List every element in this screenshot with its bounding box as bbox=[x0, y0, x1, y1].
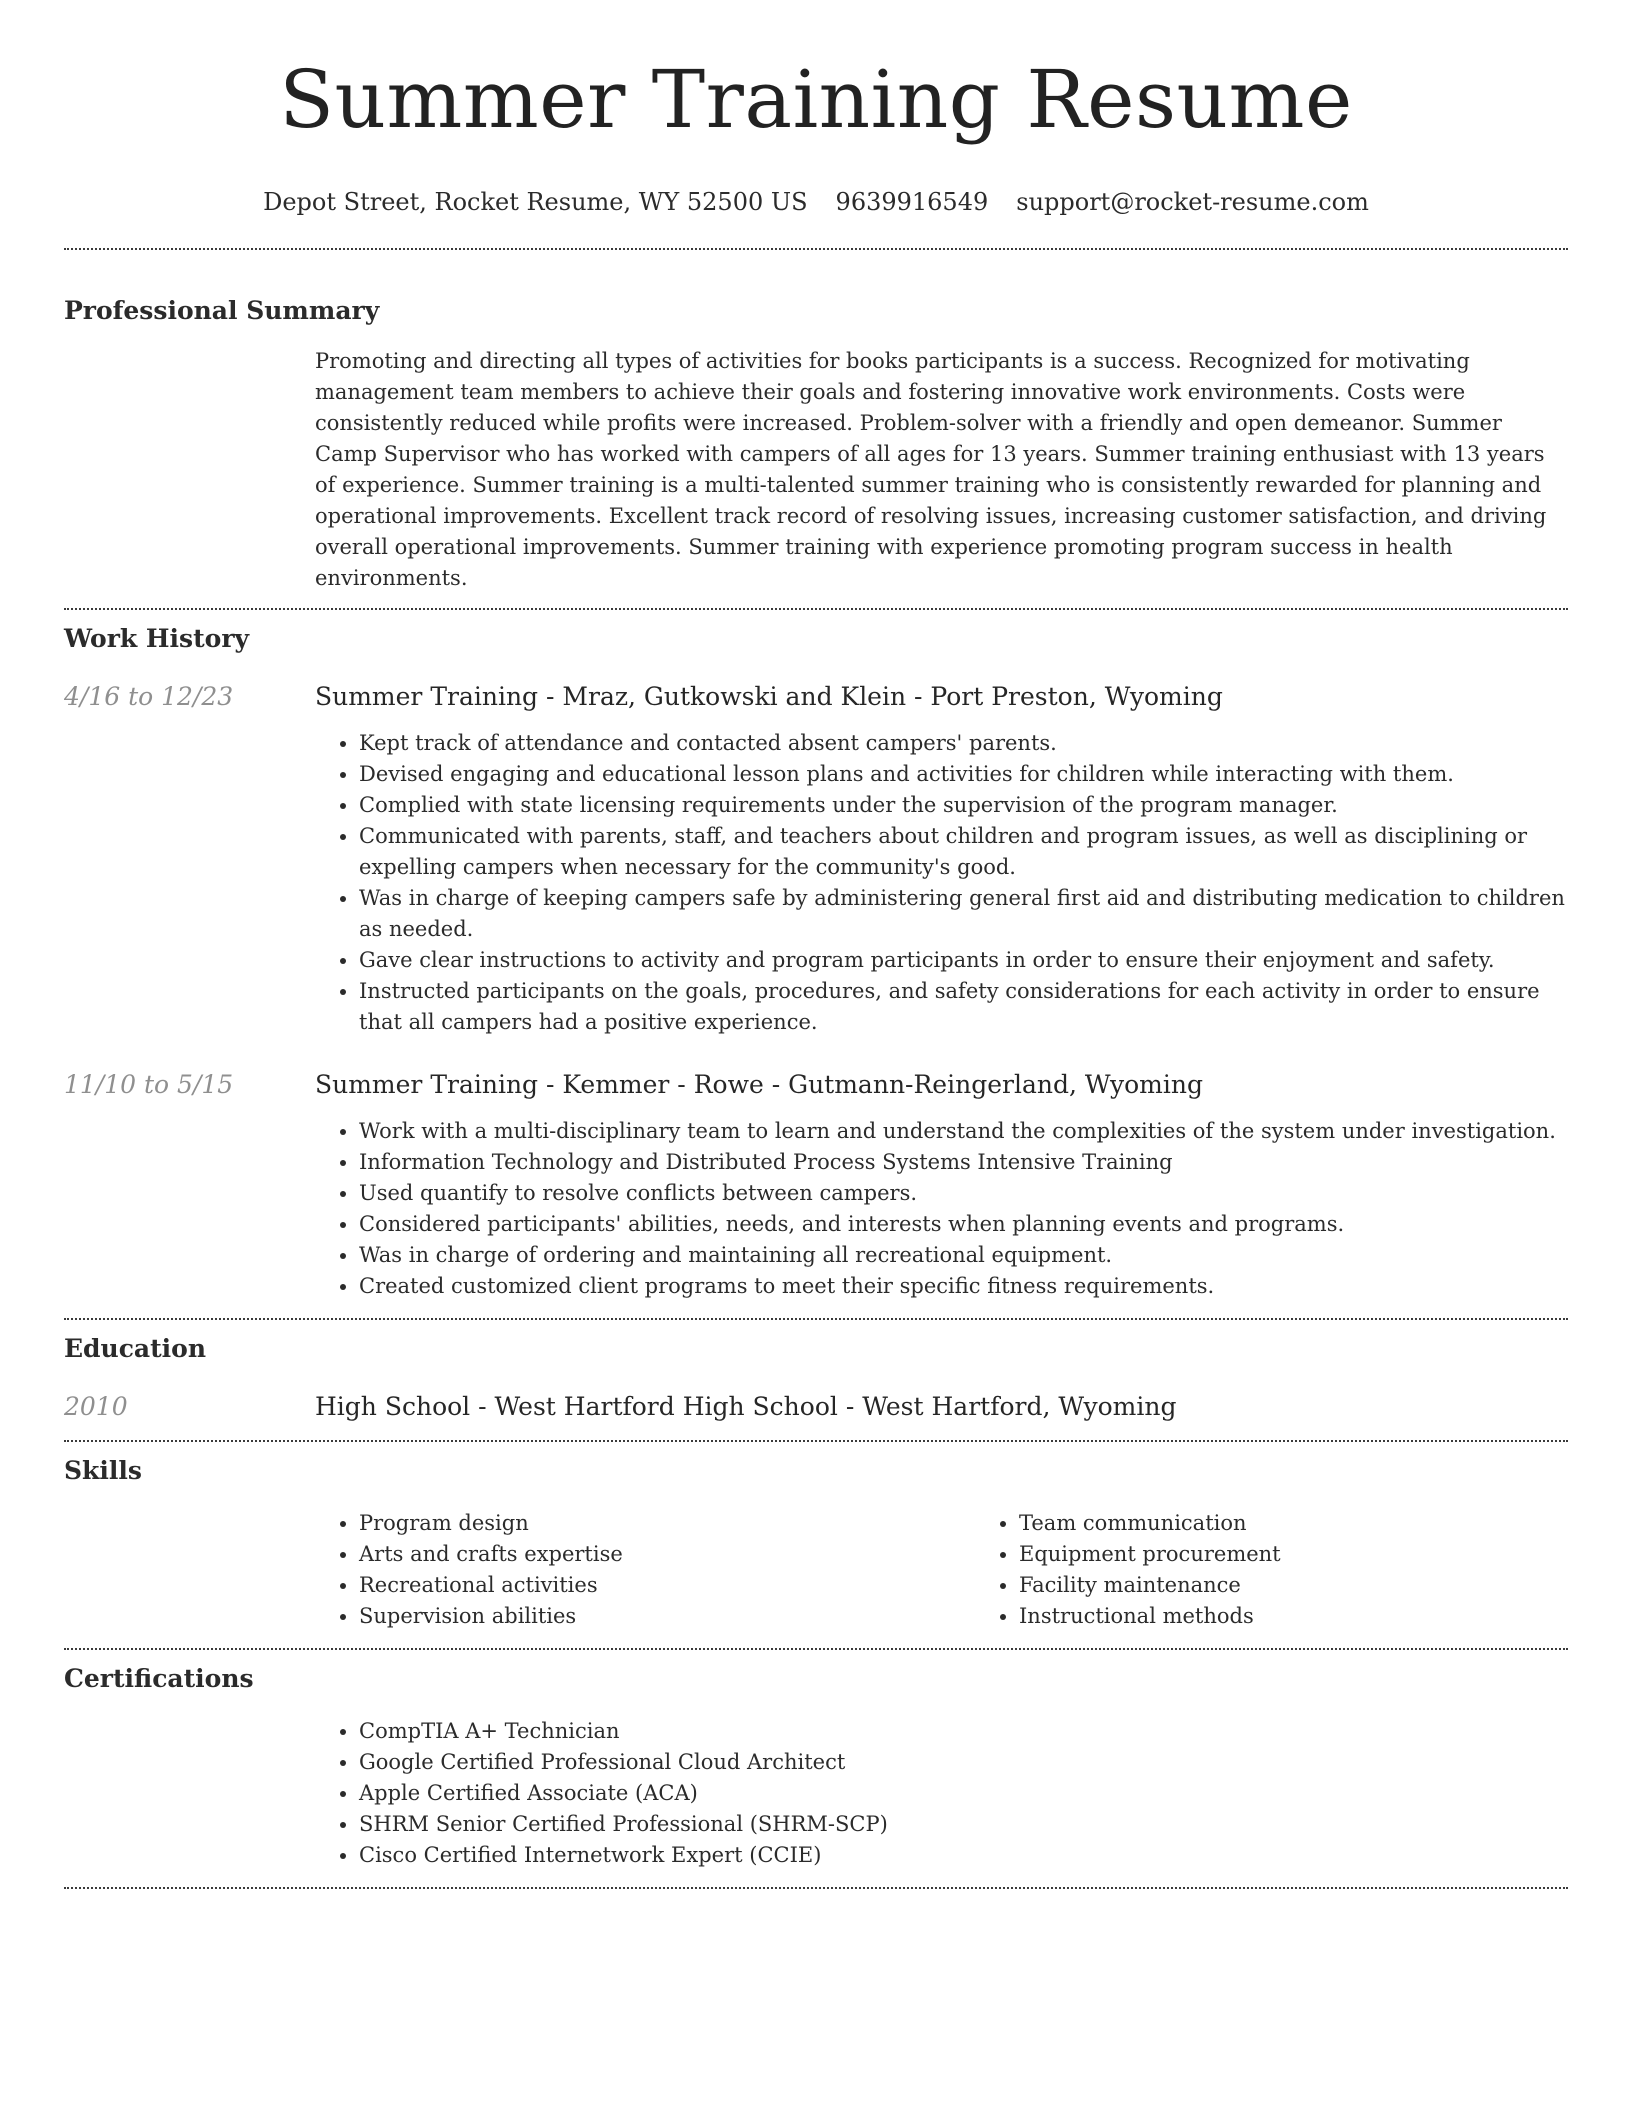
section-title-skills: Skills bbox=[64, 1456, 142, 1485]
section-title-education: Education bbox=[64, 1334, 207, 1363]
skill-item: • Team communication bbox=[1019, 1508, 1632, 1539]
skills-list-right bbox=[975, 1508, 1632, 1632]
list-item: • Was in charge of ordering and maintaining all recreational equipment. bbox=[359, 1240, 1568, 1271]
list-item: • Kept track of attendance and contacted absent campers' parents. bbox=[359, 728, 1568, 759]
certification-item: • Google Certified Professional Cloud Architect bbox=[359, 1747, 1568, 1778]
contact-line bbox=[64, 186, 1568, 218]
skill-item: • Equipment procurement bbox=[1019, 1539, 1632, 1570]
skill-item: • Supervision abilities bbox=[359, 1601, 975, 1632]
list-item: • Work with a multi-disciplinary team to learn and understand the complexities of the system under investigation. bbox=[359, 1116, 1568, 1147]
certifications-section bbox=[64, 1650, 1568, 1887]
divider bbox=[64, 1887, 1568, 1889]
job-heading: Summer Training - Mraz, Gutkowski and Klein - Port Preston, Wyoming bbox=[315, 682, 1223, 711]
resume-title: Summer Training Resume bbox=[279, 53, 1353, 146]
job-entry bbox=[64, 680, 1568, 1038]
job-entry bbox=[64, 1068, 1568, 1302]
education-year: 2010 bbox=[64, 1392, 128, 1421]
contact-email: support@rocket-resume.com bbox=[1016, 188, 1369, 216]
list-item: • Devised engaging and educational lesson plans and activities for children while interacting with them. bbox=[359, 759, 1568, 790]
list-item: • Used quantify to resolve conflicts between campers. bbox=[359, 1178, 1568, 1209]
certification-item: • Apple Certified Associate (ACA) bbox=[359, 1778, 1568, 1809]
list-item: • Was in charge of keeping campers safe by administering general first aid and distributing medication to children as needed. bbox=[359, 883, 1568, 945]
skill-item: • Recreational activities bbox=[359, 1570, 975, 1601]
skill-item: • Facility maintenance bbox=[1019, 1570, 1632, 1601]
summary-text: Promoting and directing all types of activities for books participants is a success. Recognized for motivating management team members to achieve their goals and fostering innovative work environments. Costs were consistently reduced while profits were increased. Problem-solver with a friendly and open demeanor. Summer Camp Supervisor who has worked with campers of all ages for 13 years. Summer training enthusiast with 13 years of experience. Summer training is a multi-talented summer training who is consistently rewarded for planning and operational improvements. Excellent track record of resolving issues, increasing customer satisfaction, and driving overall operational improvements. Summer training with experience promoting program success in health environments. bbox=[315, 349, 1547, 590]
list-item: • Communicated with parents, staff, and teachers about children and program issues, as well as disciplining or expelling campers when necessary for the community's good. bbox=[359, 821, 1568, 883]
certification-item: • CompTIA A+ Technician bbox=[359, 1716, 1568, 1747]
summary-section bbox=[64, 250, 1568, 608]
skills-section bbox=[64, 1442, 1568, 1648]
job-dates: 11/10 to 5/15 bbox=[64, 1070, 234, 1099]
job-bullets bbox=[315, 728, 1568, 1038]
skills-list-left bbox=[315, 1508, 975, 1632]
list-item: • Gave clear instructions to activity and program participants in order to ensure their enjoyment and safety. bbox=[359, 945, 1568, 976]
education-heading: High School - West Hartford High School - West Hartford, Wyoming bbox=[315, 1392, 1177, 1421]
list-item: • Considered participants' abilities, needs, and interests when planning events and programs. bbox=[359, 1209, 1568, 1240]
skill-item: • Instructional methods bbox=[1019, 1601, 1632, 1632]
work-history-section bbox=[64, 610, 1568, 1318]
contact-phone: 9639916549 bbox=[835, 188, 989, 216]
section-title-work: Work History bbox=[64, 624, 250, 653]
education-section bbox=[64, 1320, 1568, 1440]
list-item: • Information Technology and Distributed Process Systems Intensive Training bbox=[359, 1147, 1568, 1178]
certifications-list bbox=[315, 1716, 1568, 1871]
contact-address: Depot Street, Rocket Resume, WY 52500 US bbox=[263, 188, 808, 216]
job-dates: 4/16 to 12/23 bbox=[64, 682, 234, 711]
list-item: • Complied with state licensing requirements under the supervision of the program manager. bbox=[359, 790, 1568, 821]
section-title-certifications: Certifications bbox=[64, 1664, 254, 1693]
certification-item: • SHRM Senior Certified Professional (SHRM-SCP) bbox=[359, 1809, 1568, 1840]
certification-item: • Cisco Certified Internetwork Expert (CCIE) bbox=[359, 1840, 1568, 1871]
list-item: • Created customized client programs to meet their specific fitness requirements. bbox=[359, 1271, 1568, 1302]
skill-item: • Program design bbox=[359, 1508, 975, 1539]
section-title-summary: Professional Summary bbox=[64, 296, 380, 325]
job-bullets bbox=[315, 1116, 1568, 1302]
skill-item: • Arts and crafts expertise bbox=[359, 1539, 975, 1570]
job-heading: Summer Training - Kemmer - Rowe - Gutmann-Reingerland, Wyoming bbox=[315, 1070, 1203, 1099]
list-item: • Instructed participants on the goals, procedures, and safety considerations for each activity in order to ensure that all campers had a positive experience. bbox=[359, 976, 1568, 1038]
